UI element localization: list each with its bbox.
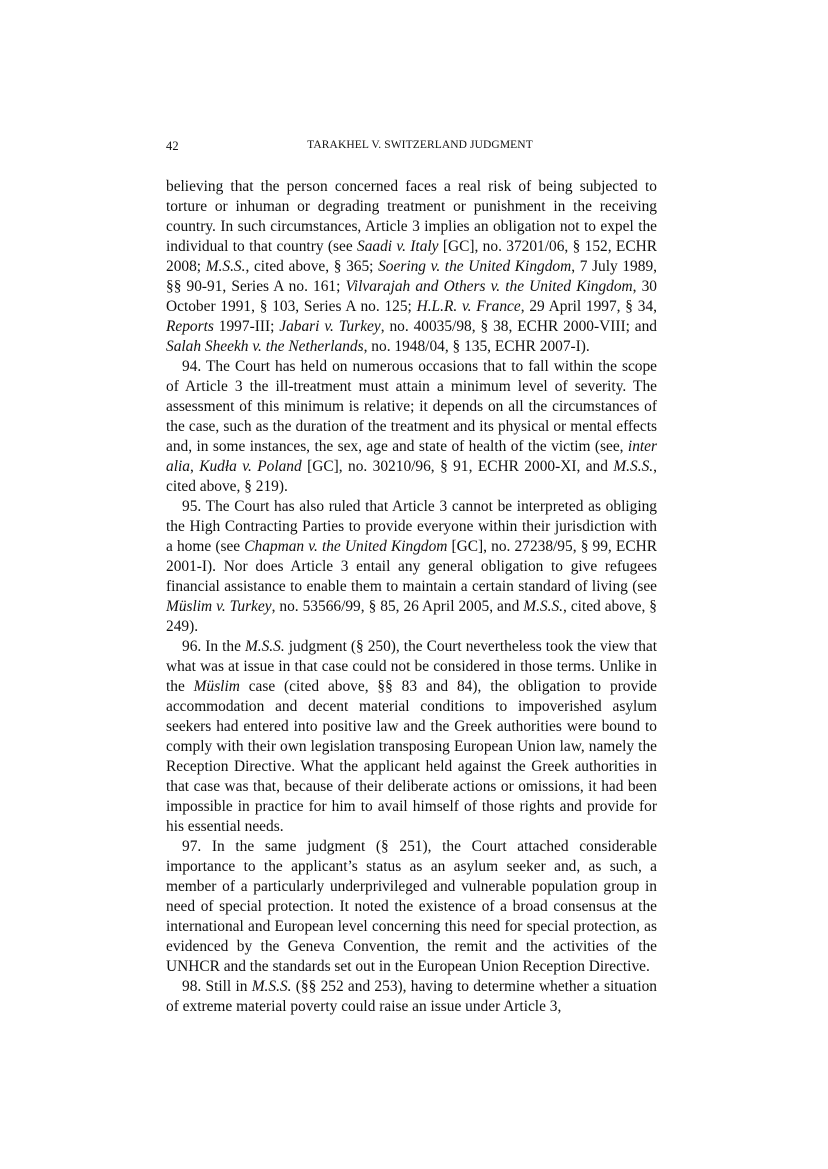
italic-citation: Kudła v. Poland	[199, 458, 302, 475]
italic-citation: Reports	[166, 318, 214, 335]
text-run: , no. 40035/98, § 38, ECHR 2000-VIII; and	[380, 318, 657, 335]
italic-citation: Chapman v. the United Kingdom	[244, 538, 448, 555]
text-run: [GC], no. 37201/06, § 152, ECHR 2008;	[166, 238, 657, 275]
italic-citation: Müslim v. Turkey	[166, 598, 272, 615]
text-run: believing that the person concerned faces a real risk of being subjected to torture or inhuman or degrading treatment or punishment in the receiving country. In such circumstances, Article 3 implies an obligation not to expel the individual to that country (see	[166, 178, 657, 255]
italic-citation: Vilvarajah and Others v. the United Kingdom	[345, 278, 633, 295]
page-number: 42	[166, 139, 179, 153]
running-title: TARAKHEL V. SWITZERLAND JUDGMENT	[307, 139, 533, 151]
paragraph-95	[166, 497, 657, 637]
italic-citation: M.S.S.	[244, 638, 285, 655]
judgment-text	[166, 177, 657, 1017]
paragraph-98	[166, 977, 657, 1017]
text-run: 97. In the same judgment (§ 251), the Court attached considerable importance to the applicant’s status as an asylum seeker and, as such, a member of a particularly underprivileged and vulnerable population group in need of special protection. It noted the existence of a broad consensus at the international and European level concerning this need for special protection, as evidenced by the Geneva Convention, the remit and the activities of the UNHCR and the standards set out in the European Union Reception Directive.	[166, 838, 657, 975]
text-run: , 29 April 1997, § 34,	[520, 298, 657, 315]
text-run: 1997-III;	[213, 318, 280, 335]
italic-citation: Müslim	[193, 678, 240, 695]
text-run: , no. 1948/04, § 135, ECHR 2007-I).	[363, 338, 590, 355]
text-run: , cited above, § 219).	[166, 458, 657, 495]
italic-citation: M.S.S.	[251, 978, 292, 995]
text-run: 98. Still in	[182, 978, 252, 995]
italic-citation: M.S.S.	[613, 458, 654, 475]
text-run: , cited above, § 249).	[166, 598, 657, 635]
text-run: , 30 October 1991, § 103, Series A no. 125;	[166, 278, 658, 315]
text-run: 94. The Court has held on numerous occasions that to fall within the scope of Article 3 the ill-treatment must attain a minimum level of severity. The assessment of this minimum is relative; it depends on all the circumstances of the case, such as the duration of the treatment and its physical or mental effects and, in some instances, the sex, age and state of health of the victim (see,	[166, 358, 657, 455]
paragraph-continuation	[166, 177, 657, 357]
text-run: , no. 53566/99, § 85, 26 April 2005, and	[271, 598, 524, 615]
text-run: 95. The Court has also ruled that Article 3 cannot be interpreted as obliging the High Contracting Parties to provide everyone within their jurisdiction with a home (see	[166, 498, 657, 555]
text-run: 96. In the	[182, 638, 245, 655]
page-header	[166, 139, 662, 159]
italic-citation: Saadi v. Italy	[357, 238, 439, 255]
paragraph-96	[166, 637, 657, 837]
text-run: case (cited above, §§ 83 and 84), the obligation to provide accommodation and decent material conditions to impoverished asylum seekers had entered into positive law and the Greek authorities were bound to comply with their own legislation transposing European Union law, namely the Reception Directive. What the applicant held against the Greek authorities in that case was that, because of their deliberate actions or omissions, it had been impossible in practice for him to avail himself of those rights and provide for his essential needs.	[166, 678, 657, 835]
paragraph-94	[166, 357, 657, 497]
italic-citation: Soering v. the United Kingdom	[378, 258, 572, 275]
text-run: ,	[189, 458, 200, 475]
italic-citation: H.L.R. v. France	[416, 298, 521, 315]
text-run: , 7 July 1989, §§ 90-91, Series A no. 161;	[166, 258, 657, 295]
text-run: (§§ 252 and 253), having to determine whether a situation of extreme material poverty could raise an issue under Article 3,	[166, 978, 657, 1015]
italic-citation: inter alia	[166, 438, 657, 475]
text-run: [GC], no. 30210/96, § 91, ECHR 2000-XI, and	[301, 458, 614, 475]
text-run: , cited above, § 365;	[245, 258, 379, 275]
italic-citation: M.S.S.	[205, 258, 246, 275]
italic-citation: Salah Sheekh v. the Netherlands	[166, 338, 364, 355]
paragraph-97	[166, 837, 657, 977]
text-run: judgment (§ 250), the Court nevertheless took the view that what was at issue in that case could not be considered in those terms. Unlike in the	[166, 638, 658, 695]
text-run: [GC], no. 27238/95, § 99, ECHR 2001-I). Nor does Article 3 entail any general obligation to give refugees financial assistance to enable them to maintain a certain standard of living (see	[166, 538, 657, 595]
italic-citation: M.S.S.	[523, 598, 564, 615]
italic-citation: Jabari v. Turkey	[279, 318, 381, 335]
